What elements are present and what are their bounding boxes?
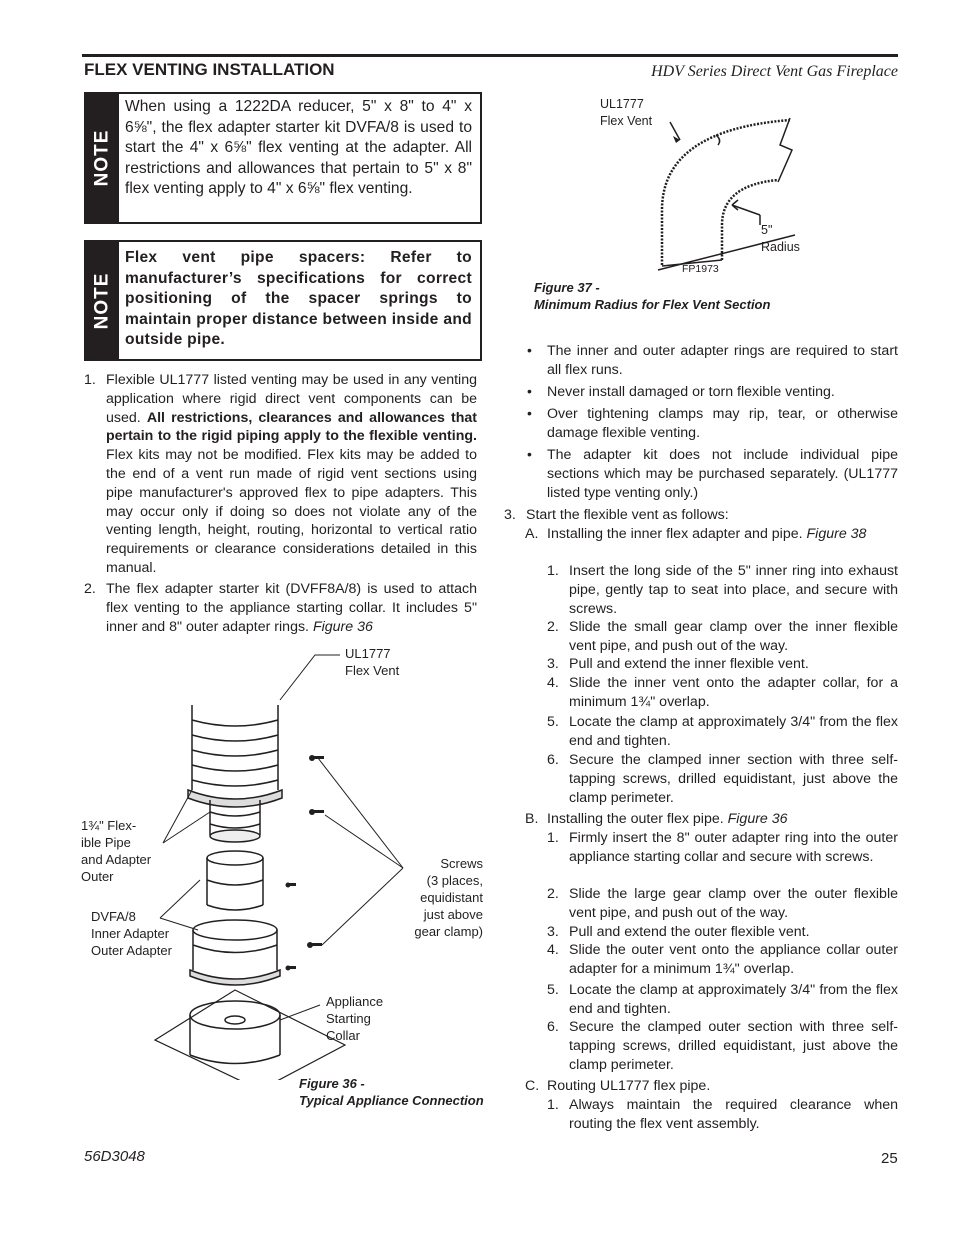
step-3b-item-1: 1. Firmly insert the 8" outer adapter ring into the outer appliance starting collar and secure with screws. [547, 830, 898, 865]
note-tab-2: NOTE [86, 242, 119, 359]
step-3b-item-5: 5. Locate the clamp at approximately 3/4" from the flex end and tighten. [547, 982, 898, 1017]
step-1: 1. Flexible UL1777 listed venting may be used in any venting application where rigid direct vent components can be used. All restrictions, clearances and allowances that pertain to the rigid piping apply to the flexible venting. Flex kits may not be modified. Flex kits may be added to the end of a vent run made of rigid vent sections using pipe manufacturer's approved flex to pipe adapters. This may occur only if doing so does not violate any of the venting length, height, routing, horizontal to vertical ratio requirements or clearance considerations detailed in this manual. [84, 372, 478, 576]
note-text-2: Flex vent pipe spacers: Refer to manufacturer’s specifications for correct positioning of the spacer springs to maintain proper distance between inside and outside pipe. [125, 249, 472, 348]
fig37-code: FP1973 [682, 263, 719, 275]
fig36-label-flex-vent: UL1777 Flex Vent [345, 646, 400, 678]
step-3a-item-6: 6. Secure the clamped inner section with three self-tapping screws, drilled equidistant, just above the clamp perimeter. [547, 752, 898, 806]
doc-number: 56D3048 [84, 1148, 145, 1165]
step-3c: C. Routing UL1777 flex pipe. [525, 1078, 711, 1094]
step-3a: A. Installing the inner flex adapter and pipe. Figure 38 [525, 526, 867, 542]
step-3a-item-4: 4. Slide the inner vent onto the adapter collar, for a minimum 1¾" overlap. [547, 675, 898, 710]
note-text-1: When using a 1222DA reducer, 5" x 8" to 4" x 6⅝", the flex adapter starter kit DVFA/8 is used to start the 4" x 6⅝" flex venting at the adapter. All restrictions and allowances that pertain to 5" x 8" flex venting apply to 4" x 6⅝" flex venting. [125, 98, 472, 197]
step-3a-item-3: 3. Pull and extend the inner flexible vent. [547, 656, 809, 672]
fig36-label-flexible-pipe: 1¾" Flex- ible Pipe and Adapter Outer [81, 818, 152, 884]
step-3c-item-1: 1. Always maintain the required clearance when routing the flex vent assembly. [547, 1097, 898, 1132]
fig36-label-dvfa: DVFA/8 Inner Adapter Outer Adapter [91, 909, 172, 958]
figure-37-caption-2: Minimum Radius for Flex Vent Section [534, 297, 771, 312]
step-3b-item-4: 4. Slide the outer vent onto the appliance collar outer adapter for a minimum 1¾" overlap. [547, 942, 898, 977]
step-2: 2. The flex adapter starter kit (DVFF8A/8) is used to attach flex venting to the appliance starting collar. It includes 5" inner and 8" outer adapter rings. Figure 36 [84, 581, 477, 635]
step-3a-item-1: 1. Insert the long side of the 5" inner ring into exhaust pipe, gently tap to seat into place, and secure with screws. [547, 563, 898, 617]
figure-36-caption-2: Typical Appliance Connection [299, 1093, 484, 1108]
step-3b: B. Installing the outer flex pipe. Figure 36 [525, 811, 788, 827]
page-number: 25 [881, 1150, 898, 1167]
note-tab-1: NOTE [86, 94, 119, 222]
step-3a-item-2: 2. Slide the small gear clamp over the inner flexible vent pipe, and push out of the way. [547, 619, 898, 654]
bullet-4: • The adapter kit does not include individual pipe sections which may be purchased separately. (UL1777 listed type venting only.) [527, 446, 898, 501]
bullet-2: • Never install damaged or torn flexible venting. [527, 383, 835, 400]
series-title: HDV Series Direct Vent Gas Fireplace [651, 63, 898, 80]
bullet-1: • The inner and outer adapter rings are required to start all flex runs. [527, 342, 898, 378]
step-3b-item-2: 2. Slide the large gear clamp over the outer flexible vent pipe, and push out of the way. [547, 886, 898, 921]
figure-36-caption-1: Figure 36 - [299, 1076, 365, 1091]
step-3a-item-5: 5. Locate the clamp at approximately 3/4" from the flex end and tighten. [547, 714, 898, 749]
fig36-label-screws: Screws (3 places, equidistant just above gear clamp) [414, 856, 483, 939]
fig37-label-radius: 5" Radius [761, 223, 800, 254]
step-3b-item-6: 6. Secure the clamped outer section with three self-tapping screws, drilled equidistant, just above the clamp perimeter. [547, 1019, 898, 1073]
figure-37-caption-1: Figure 37 - [534, 280, 600, 295]
section-title: FLEX VENTING INSTALLATION [84, 60, 335, 79]
step-3: 3. Start the flexible vent as follows: [504, 507, 729, 523]
bullet-3: • Over tightening clamps may rip, tear, or otherwise damage flexible venting. [527, 405, 898, 441]
fig37-label-flex-vent: UL1777 Flex Vent [600, 97, 653, 128]
step-3b-item-3: 3. Pull and extend the outer flexible vent. [547, 924, 810, 940]
fig36-label-collar: Appliance Starting Collar [326, 994, 384, 1043]
